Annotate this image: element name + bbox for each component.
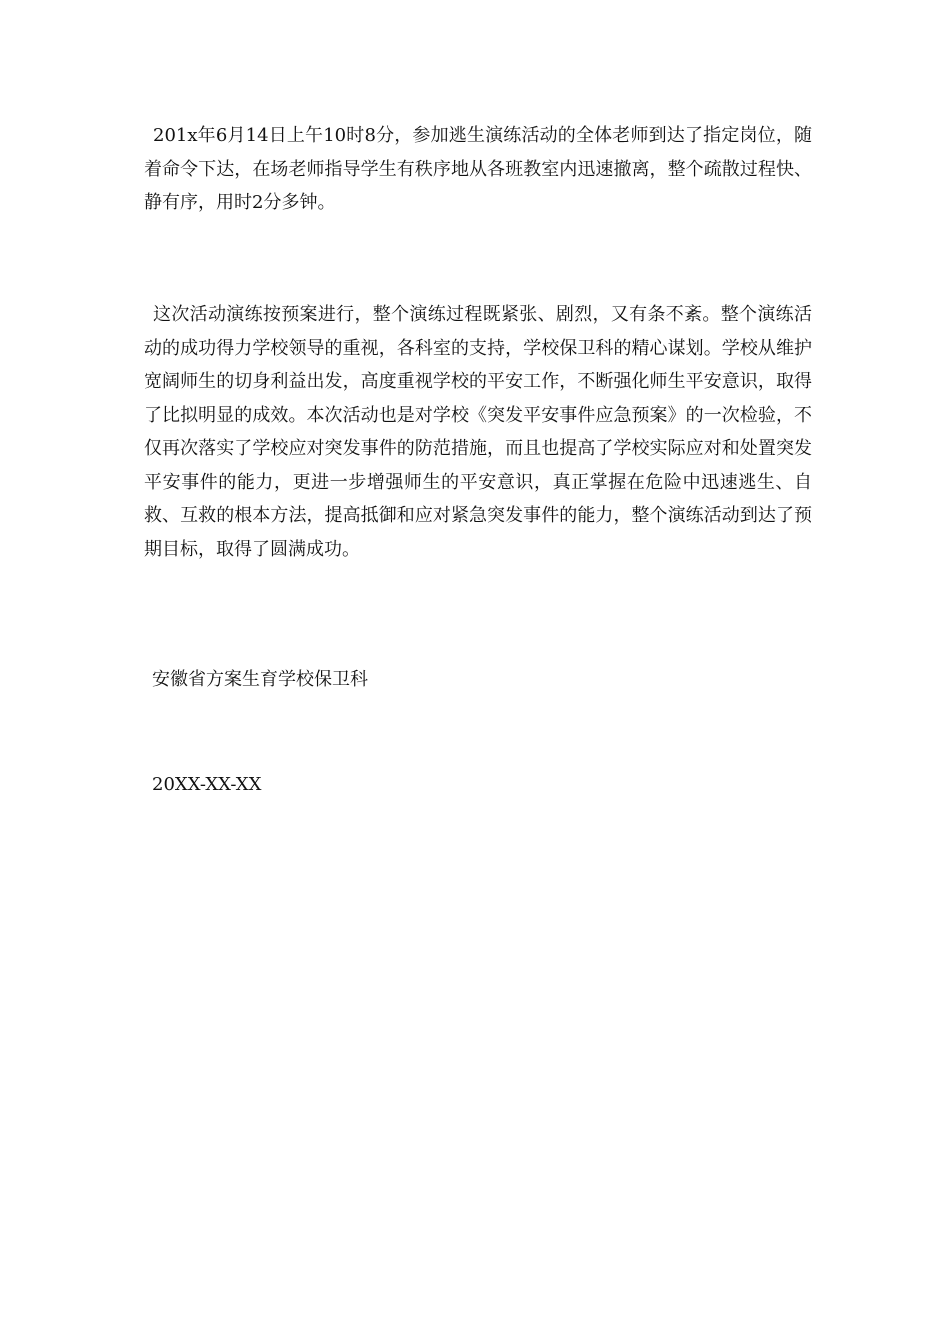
signature-organization: 安徽省方案生育学校保卫科 [152,669,368,690]
paragraph-evacuation-summary: 201x年6月14日上午10时8分，参加逃生演练活动的全体老师到达了指定岗位，随着命令下达，在场老师指导学生有秩序地从各班教室内迅速撤离，整个疏散过程快、静有序，用时2分多钟。 [144,125,812,213]
paragraph-drill-evaluation: 这次活动演练按预案进行，整个演练过程既紧张、剧烈，又有条不紊。整个演练活动的成功得力学校领导的重视，各科室的支持，学校保卫科的精心谋划。学校从维护宽阔师生的切身利益出发，高度重视学校的平安工作，不断强化师生平安意识，取得了比拟明显的成效。本次活动也是对学校《突发平安事件应急预案》的一次检验，不仅再次落实了学校应对突发事件的防范措施，而且也提高了学校实际应对和处置突发平安事件的能力，更进一步增强师生的平安意识，真正掌握在危险中迅速逃生、自救、互救的根本方法，提高抵御和应对紧急突发事件的能力，整个演练活动到达了预期目标，取得了圆满成功。 [144,304,812,560]
signature-date: 20XX-XX-XX [152,774,262,795]
